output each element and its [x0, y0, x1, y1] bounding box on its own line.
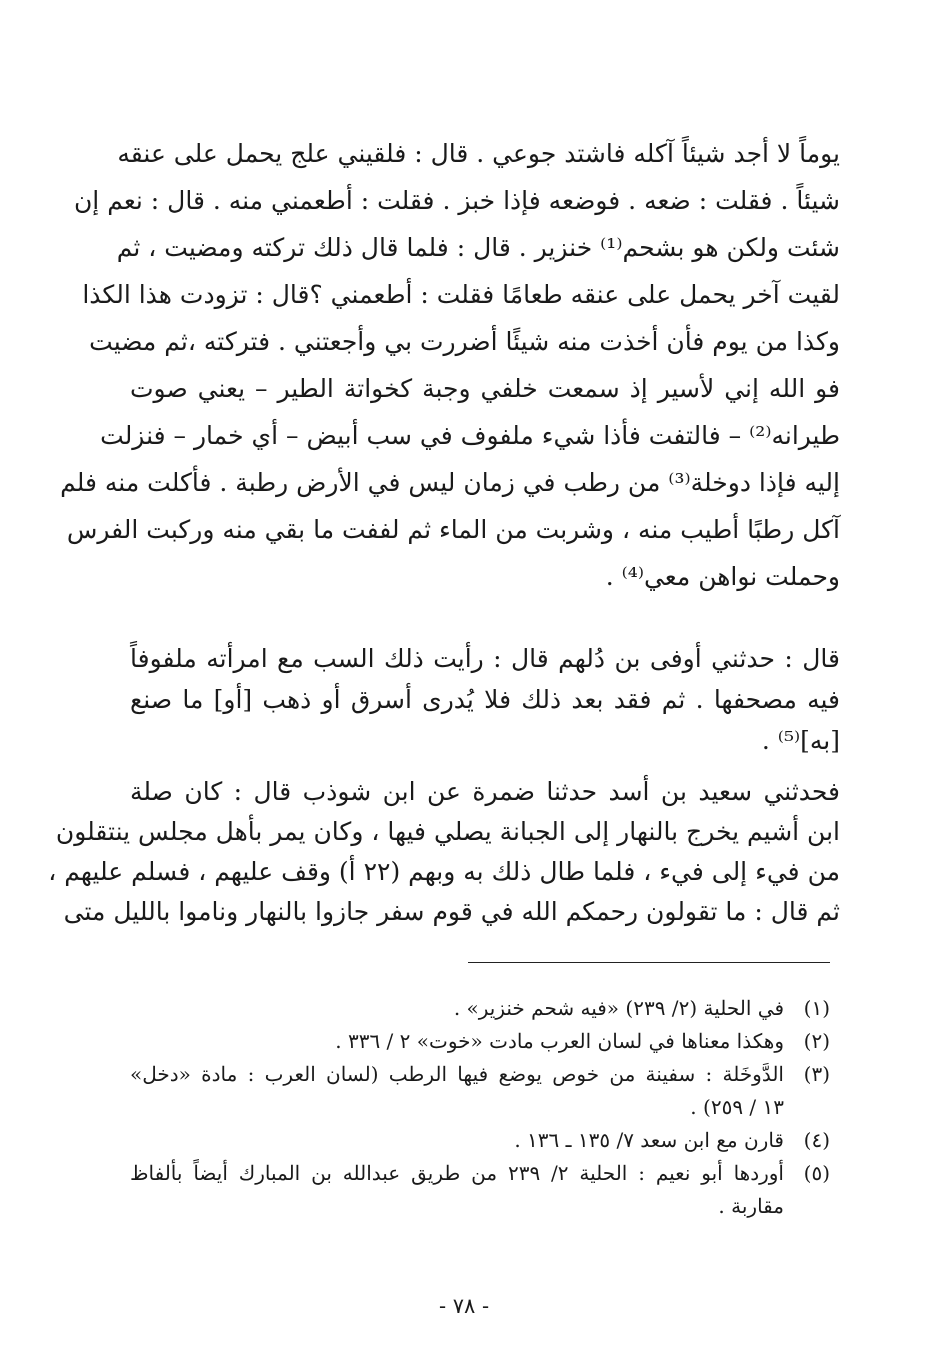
- text-line: ابن أشيم يخرج بالنهار إلى الجبانة يصلي فيها ، وكان يمر بأهل مجلس ينتقلون: [55, 817, 840, 846]
- text-line: شئت ولكن هو بشحم⁽¹⁾ خنزير . قال : فلما قال ذلك تركته ومضيت ، ثم: [116, 233, 840, 262]
- text-line: فو الله إني لأسير إذ سمعت خلفي وجبة كخواتة الطير – يعني صوت: [130, 374, 840, 403]
- footnote-number: (١): [803, 996, 830, 1020]
- footnote-3: [130, 1058, 830, 1124]
- footnote-line: وهكذا معناها في لسان العرب مادت «خوت» ٢ / ٣٣٦ .: [335, 1029, 784, 1053]
- footnote-text: [130, 1157, 784, 1223]
- paragraph-2: [130, 638, 840, 761]
- footnote-text: [130, 992, 784, 1025]
- footnote-1: [130, 992, 830, 1025]
- footnote-number: (٣): [803, 1062, 830, 1086]
- footnote-text: [130, 1025, 784, 1058]
- footnote-line: الدَّوخَلة : سفينة من خوص يوضع فيها الرطب (لسان العرب : مادة «دخل»: [130, 1062, 784, 1086]
- text-line: شيئاً . فقلت : ضعه . فوضعه فإذا خبز . فقلت : أطعمني منه . قال : نعم إن: [73, 186, 840, 215]
- footnote-line: ١٣ / ٢٥٩) .: [690, 1095, 784, 1119]
- text-line: طيرانه⁽²⁾ – فالتفت فأذا شيء ملفوف في سب أبيض – أي خمار – فنزلت: [100, 421, 840, 450]
- footnote-separator: [468, 962, 830, 963]
- footnotes: [130, 992, 830, 1223]
- footnote-2: [130, 1025, 830, 1058]
- footnote-line: قارن مع ابن سعد ٧/ ١٣٥ ـ ١٣٦ .: [514, 1128, 784, 1152]
- footnote-line: في الحلية (٢/ ٢٣٩) «فيه شحم خنزير» .: [453, 996, 784, 1020]
- text-line: [به]⁽⁵⁾ .: [761, 726, 840, 755]
- footnote-line: مقاربة .: [718, 1194, 784, 1218]
- footnote-4: [130, 1124, 830, 1157]
- footnote-text: [130, 1124, 784, 1157]
- text-line: ثم قال : ما تقولون رحمكم الله في قوم سفر جازوا بالنهار وناموا بالليل متى: [63, 897, 840, 926]
- paragraph-1: [60, 130, 840, 600]
- text-line: لقيت آخر يحمل على عنقه طعامًا فقلت : أطعمني ؟قال : تزودت هذا الكذا: [82, 280, 840, 309]
- text-line: يوماً لا أجد شيئاً آكله فاشتد جوعي . قال : فلقيني علج يحمل على عنقه: [117, 139, 840, 168]
- footnote-text: [130, 1058, 784, 1124]
- text-line: آكل رطبًا أطيب منه ، وشربت من الماء ثم لففت ما بقي منه وركبت الفرس: [66, 515, 840, 544]
- footnote-number: (٤): [803, 1128, 830, 1152]
- paragraph-3: [48, 772, 840, 932]
- page-number: - ٧٨ -: [438, 1294, 490, 1318]
- text-line: فحدثني سعيد بن أسد حدثنا ضمرة عن ابن شوذب قال : كان صلة: [130, 777, 840, 806]
- footnote-line: أوردها أبو نعيم : الحلية ٢/ ٢٣٩ من طريق عبدالله بن المبارك أيضاً بألفاظ: [130, 1161, 784, 1185]
- text-line: إليه فإذا دوخلة⁽³⁾ من رطب في زمان ليس في الأرض رطبة . فأكلت منه فلم: [60, 468, 840, 497]
- text-line: فيه مصحفها . ثم فقد بعد ذلك فلا يُدرى أسرق أو ذهب [أو] ما صنع: [130, 685, 840, 714]
- footnote-5: [130, 1157, 830, 1223]
- footnote-number: (٥): [803, 1161, 830, 1185]
- footnote-number: (٢): [803, 1029, 830, 1053]
- text-line: وكذا من يوم فأن أخذت منه شيئًا أضررت بي وأجعتني . فتركته ،ثم مضيت: [89, 327, 840, 356]
- text-line: قال : حدثني أوفى بن دُلهم قال : رأيت ذلك السب مع امرأته ملفوفاً: [130, 644, 840, 673]
- text-line: وحملت نواهن معي⁽⁴⁾ .: [605, 562, 840, 591]
- text-line: من فيء إلى فيء ، فلما طال ذلك به وبهم (٢٢ أ) وقف عليهم ، فسلم عليهم ،: [48, 857, 840, 886]
